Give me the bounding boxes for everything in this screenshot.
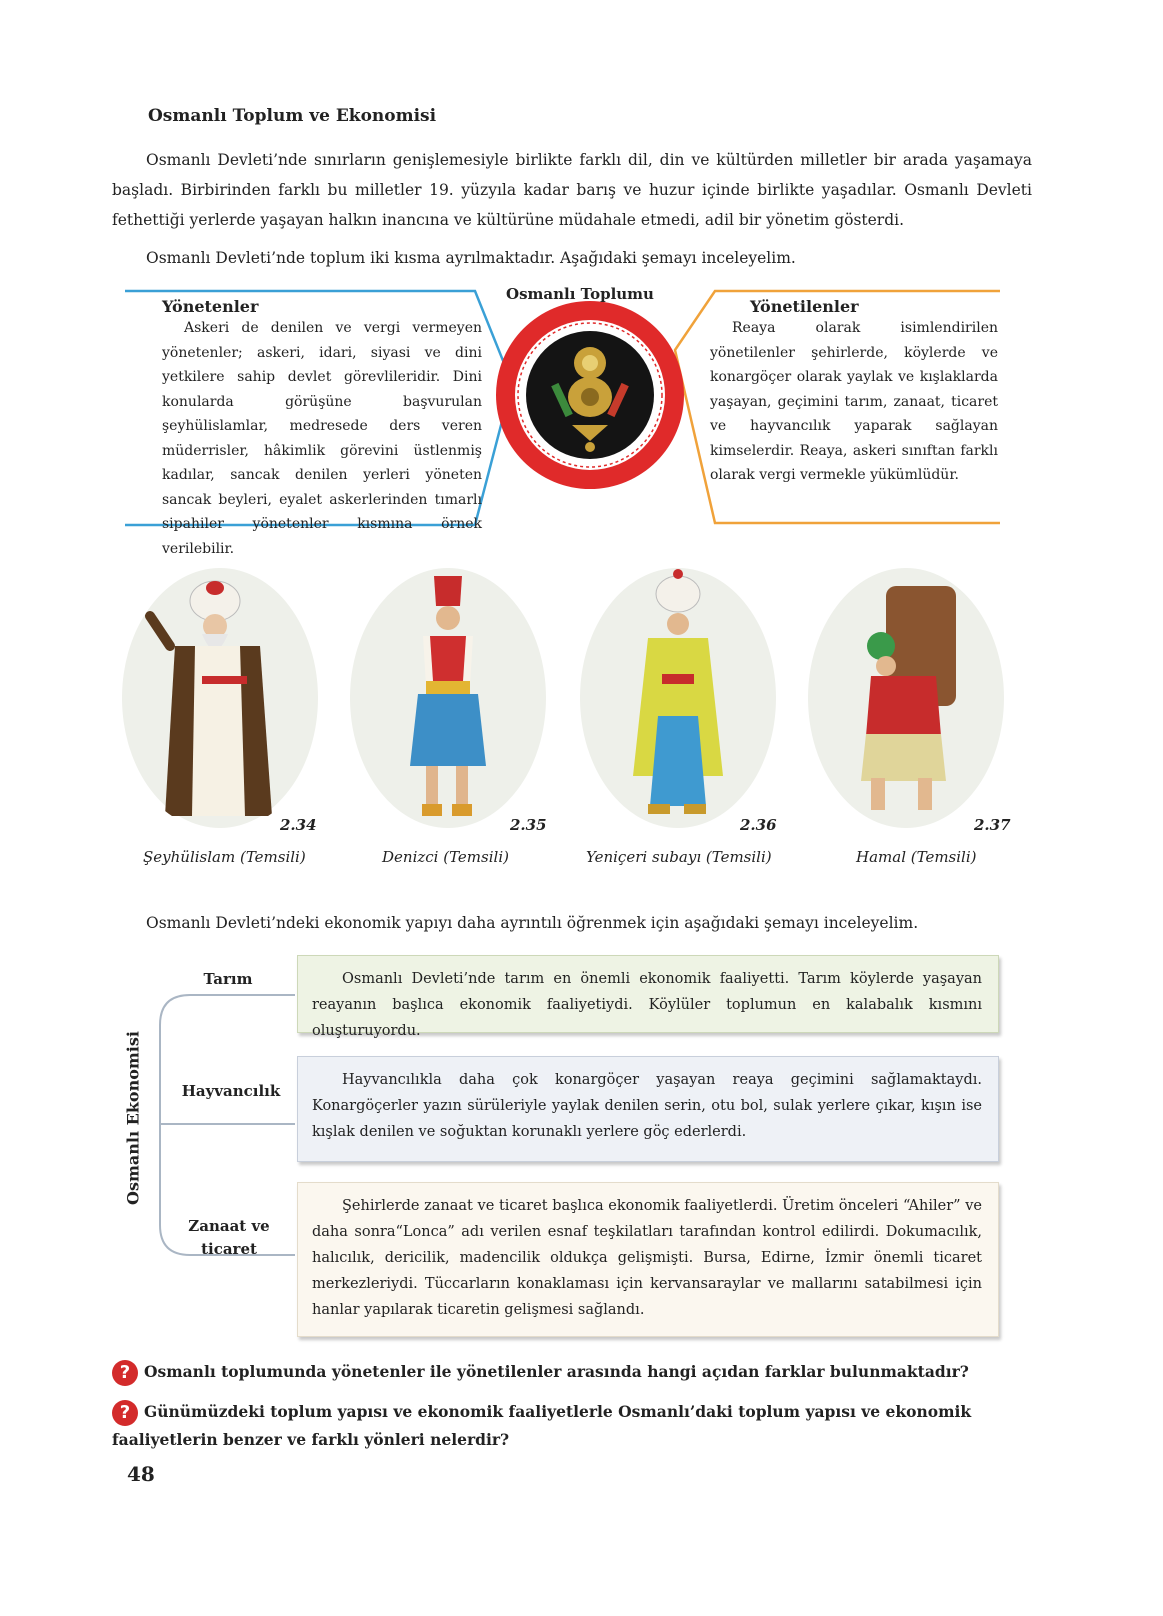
economy-vertical-title: Osmanlı Ekonomisi [123, 1031, 143, 1205]
economy-intro-paragraph [112, 908, 1032, 938]
figure-number: 2.37 [974, 816, 1011, 834]
ruled-title: Yönetilenler [750, 297, 859, 316]
economy-label-craft-trade: Zanaat ve ticaret [188, 1217, 270, 1258]
figure-janissary-officer [578, 566, 778, 835]
sheikh-al-islam-illustration [120, 566, 320, 831]
economy-vertical-title-wrap [118, 1028, 148, 1208]
figure-caption: Hamal (Temsili) [856, 848, 977, 866]
economy-box-craft-trade [297, 1182, 999, 1337]
economy-box-agriculture [297, 955, 999, 1039]
ruled-text: Reaya olarak isimlendirilen yönetilenler şehirlerde, köylerde ve konargöçer olarak yaylak ve kışlaklarda yaşayan, geçimini tarım, zanaat, ticaret ve hayvancılık yaparak sağlayan kimselerdir. Reaya, askeri sınıftan farklı olarak vergi vermekle yükümlüdür. [710, 320, 998, 483]
intro-paragraph-text: Osmanlı Devleti’nde sınırların genişlemesiyle birlikte farklı dil, din ve kültürden milletler bir arada yaşamaya başladı. Birbirinden farklı bu milletler 19. yüzyıla kadar barış ve huzur içinde birlikte yaşadılar. Osmanlı Devleti fethettiği yerlerde yaşayan halkın inancına ve kültürüne müdahale etmedi, adil bir yönetim gösterdi. [112, 151, 1032, 229]
figure-porter [806, 566, 1011, 835]
economy-box-animal-husbandry [297, 1056, 999, 1162]
figure-caption: Şeyhülislam (Temsili) [143, 848, 306, 866]
intro-paragraph [112, 145, 1032, 235]
figure-number: 2.35 [510, 816, 547, 834]
question-1 [112, 1358, 1032, 1386]
figure-caption: Denizci (Temsili) [382, 848, 509, 866]
question-2-text: Günümüzdeki toplum yapısı ve ekonomik faaliyetlerle Osmanlı’daki toplum yapısı ve ekonomik faaliyetlerin benzer ve farklı yönleri nelerdir? [112, 1402, 972, 1449]
rulers-box [162, 297, 482, 561]
economy-label-animal-husbandry: Hayvancılık [181, 1082, 281, 1100]
section-heading: Osmanlı Toplum ve Ekonomisi [148, 106, 437, 126]
porter-illustration [806, 566, 1006, 831]
figure-sheikh-al-islam [120, 566, 320, 835]
page-number: 48 [127, 1462, 155, 1486]
economy-label-agriculture: Tarım [203, 970, 253, 988]
society-intro-text: Osmanlı Devleti’nde toplum iki kısma ayrılmaktadır. Aşağıdaki şemayı inceleyelim. [146, 249, 796, 267]
question-mark-icon: ? [112, 1400, 138, 1426]
rulers-text: Askeri de denilen ve vergi vermeyen yönetenler; askeri, idari, siyasi ve dini yetkilere sahip devlet görevlileridir. Dini konularda görüşüne başvurulan şeyhülislamlar, medresede ders veren müderrisler, hâkimlik görevini üstlenmiş kadılar, sancak denilen yerleri yöneten sancak beyleri, eyalet askerlerinden tımarlı sipahiler yönetenler kısmına örnek verilebilir. [162, 320, 482, 557]
economy-intro-text: Osmanlı Devleti’ndeki ekonomik yapıyı daha ayrıntılı öğrenmek için aşağıdaki şemayı inceleyelim. [146, 914, 919, 932]
figure-caption: Yeniçeri subayı (Temsili) [586, 848, 772, 866]
rulers-title: Yönetenler [162, 297, 259, 316]
society-intro-paragraph [112, 243, 1032, 273]
figure-number: 2.34 [280, 816, 317, 834]
society-center-title: Osmanlı Toplumu [506, 285, 654, 303]
question-mark-icon: ? [112, 1360, 138, 1386]
ruled-box [710, 297, 998, 488]
agriculture-text: Osmanlı Devleti’nde tarım en önemli ekonomik faaliyetti. Tarım köylerde yaşayan reayanın başlıca ekonomik faaliyetiydi. Köylüler toplumun en kalabalık kısmını oluşturuyordu. [312, 971, 982, 1039]
figure-sailor [348, 566, 548, 835]
society-diagram [120, 285, 1020, 557]
craft-trade-text: Şehirlerde zanaat ve ticaret başlıca ekonomik faaliyetlerdi. Üretim önceleri “Ahiler” ve daha sonra“Lonca” adı verilen esnaf teşkilatları tarafından kontrol edilirdi. Dokumacılık, halıcılık, dericilik, madencilik oldukça gelişmişti. Bursa, Edirne, İzmir önemli ticaret merkezleriydi. Tüccarların konaklaması için kervansaraylar ve mallarını satabilmesi için hanlar yapılarak ticaretin gelişmesi sağlandı. [312, 1198, 982, 1318]
janissary-officer-illustration [578, 566, 778, 831]
sailor-illustration [348, 566, 548, 831]
question-2 [112, 1398, 1042, 1454]
animal-husbandry-text: Hayvancılıkla daha çok konargöçer yaşayan reaya geçimini sağlamaktaydı. Konargöçerler yazın sürüleriyle yaylak denilen serin, otu bol, sulak yerlere çıkar, kışın ise kışlak denilen ve soğuktan korunaklı yerlere göç ederlerdi. [312, 1072, 982, 1140]
figure-number: 2.36 [740, 816, 777, 834]
question-1-text: Osmanlı toplumunda yönetenler ile yönetilenler arasında hangi açıdan farklar bulunmaktadır? [144, 1362, 969, 1381]
